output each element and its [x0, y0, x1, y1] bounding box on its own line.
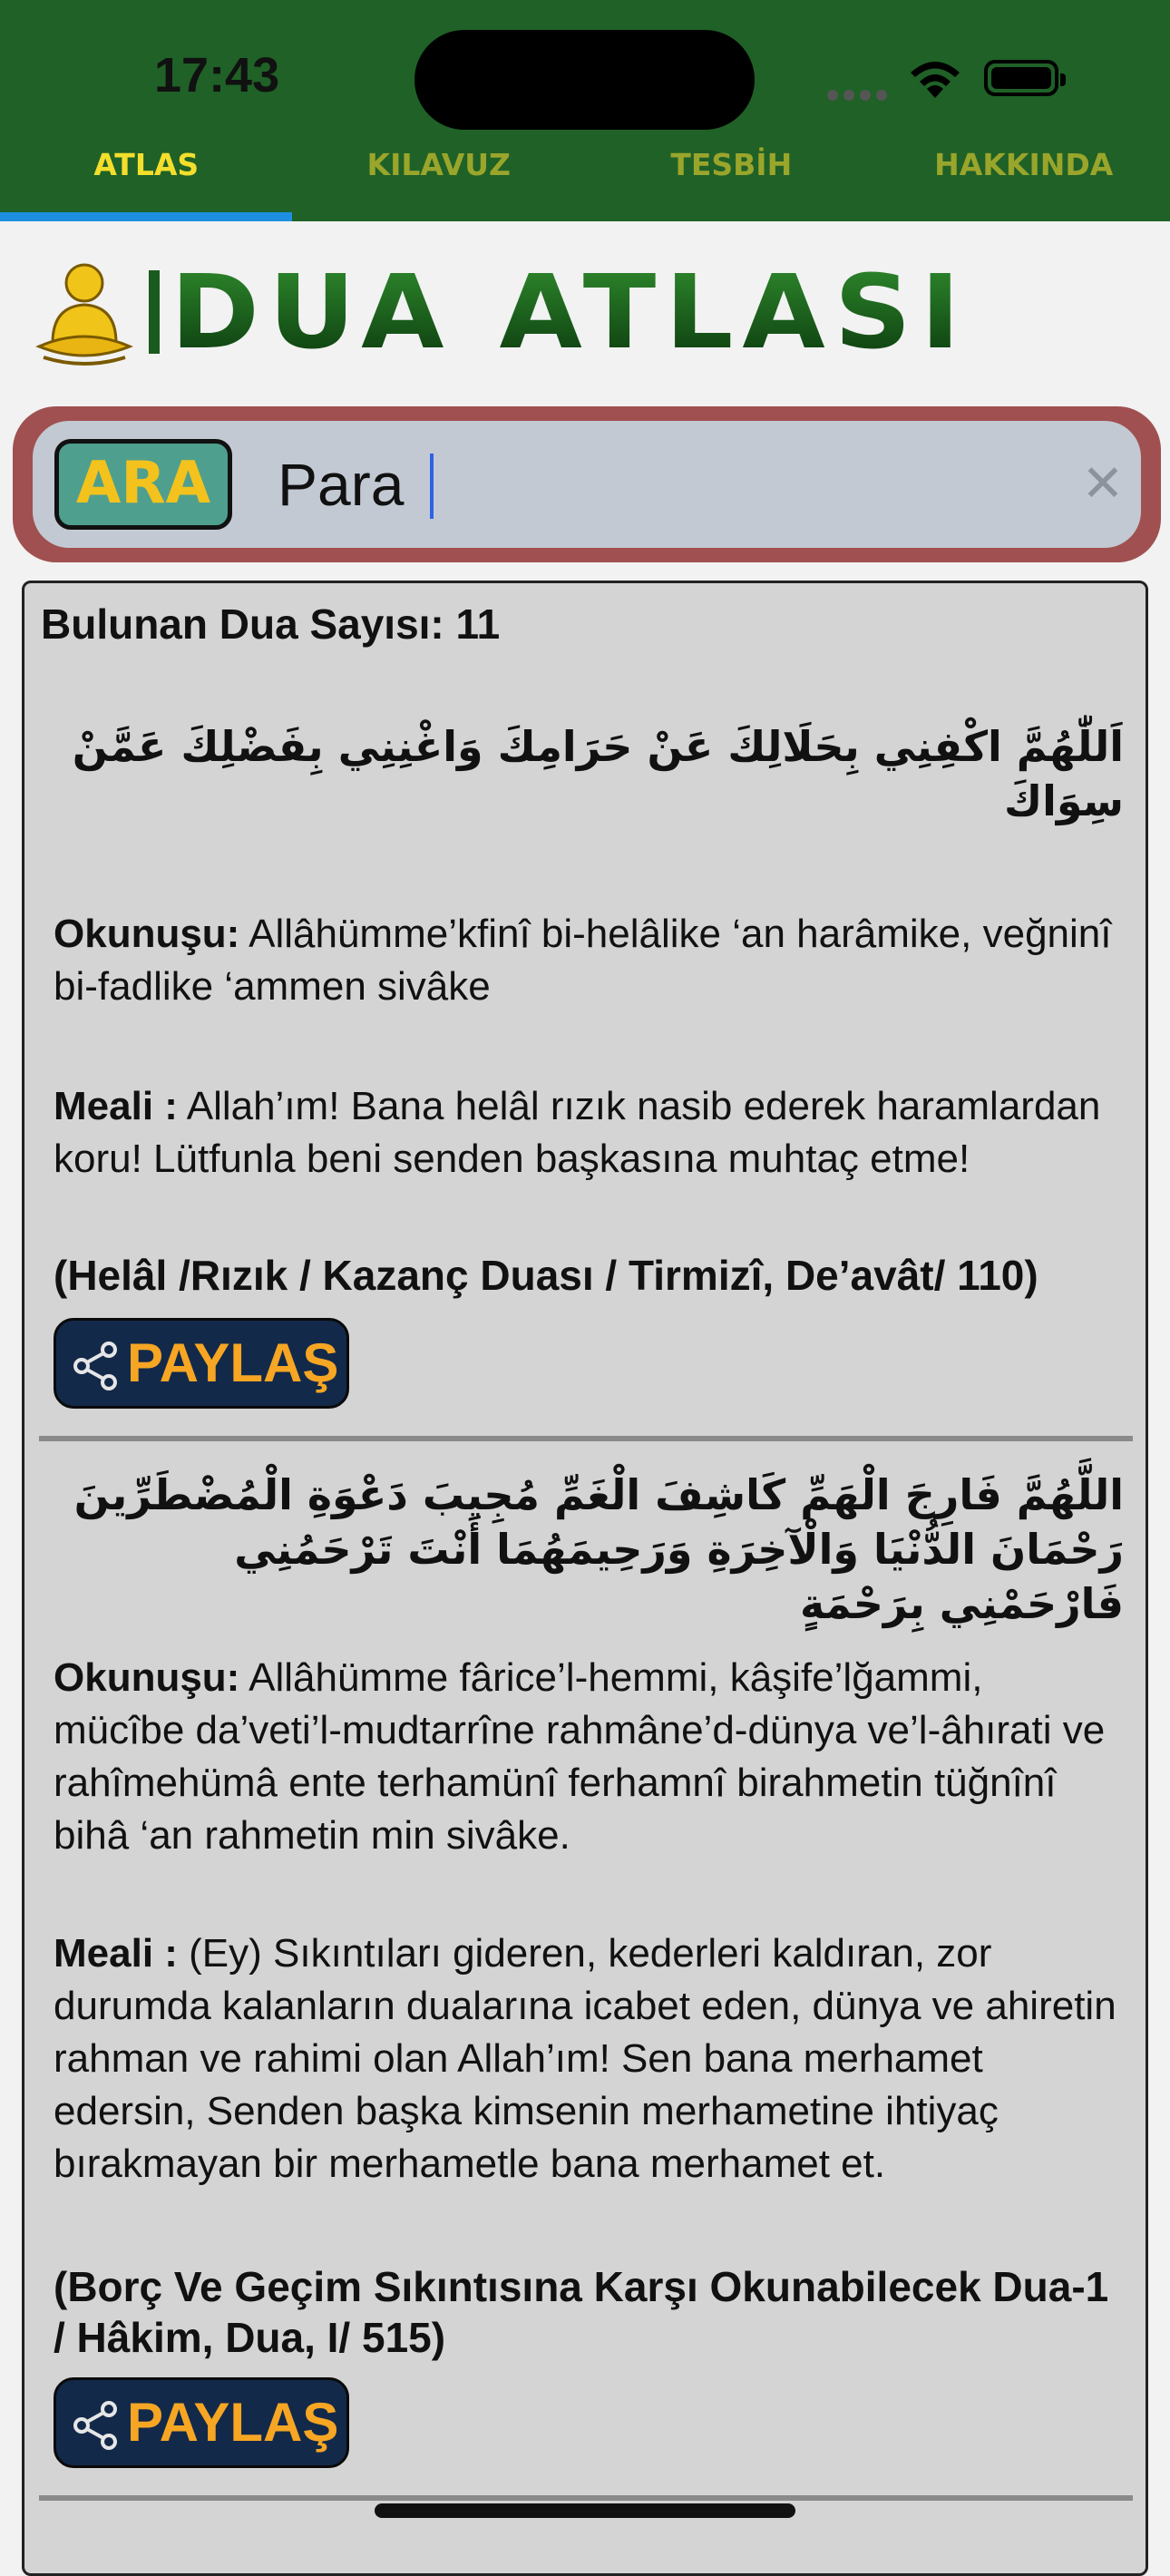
tab-tesbih[interactable]: TESBİH: [585, 136, 878, 221]
divider: [39, 2495, 1133, 2501]
tab-bar: [0, 136, 1170, 221]
active-tab-indicator: [0, 212, 292, 221]
tab-kilavuz[interactable]: KILAVUZ: [293, 136, 586, 221]
share-label: PAYLAŞ: [127, 2380, 338, 2465]
meditation-figure-icon: [34, 263, 134, 367]
home-indicator: [375, 2503, 795, 2518]
meali-value: Allah’ım! Bana helâl rızık nasib ederek haramlardan koru! Lütfunla beni senden başkasına muhtaç etme!: [54, 1084, 1100, 1181]
logo-text: DUA ATLASI: [171, 259, 970, 366]
wifi-icon: [907, 58, 963, 100]
status-time: 17:43: [154, 47, 279, 103]
meali-label: Meali :: [54, 1084, 178, 1128]
share-label: PAYLAŞ: [127, 1321, 338, 1406]
tab-hakkinda[interactable]: HAKKINDA: [878, 136, 1170, 221]
search-field-container: [33, 421, 1141, 548]
result-count: Bulunan Dua Sayısı: 11: [41, 600, 500, 649]
text-caret: [430, 454, 434, 519]
tab-atlas[interactable]: ATLAS: [0, 136, 293, 221]
logo-separator: [149, 270, 160, 354]
search-input[interactable]: [278, 439, 1048, 530]
okunusu-label: Okunuşu:: [54, 1655, 239, 1700]
share-button[interactable]: [54, 2377, 349, 2468]
share-button[interactable]: [54, 1318, 349, 1409]
share-icon: [71, 2400, 122, 2451]
results-list: [22, 581, 1148, 2576]
arabic-text: اللَّهُمَّ فَارِجَ الْهَمِّ كَاشِفَ الْغَمِّ مُجِيبَ دَعْوَةِ الْمُضْطَرِّينَ رَحْمَانَ الدُّنْيَا وَالْآخِرَةِ وَرَحِيمَهُمَا أَنْتَ تَرْحَمُنِي فَارْحَمْنِي بِرَحْمَةٍ: [54, 1468, 1124, 1631]
arabic-text: اَللّٰهُمَّ اكْفِنِي بِحَلَالِكَ عَنْ حَرَامِكَ وَاغْنِنِي بِفَضْلِكَ عَمَّنْ سِوَاكَ: [54, 719, 1124, 828]
okunusu-value: Allâhümme’kfinî bi-helâlike ‘an harâmike, veğninî bi-fadlike ‘ammen sivâke: [54, 912, 1111, 1009]
cellular-signal-icon: [827, 87, 892, 104]
okunusu-text: [54, 908, 1124, 1013]
okunusu-value: Allâhümme fârice’l-hemmi, kâşife’lğammi, mücîbe da’veti’l-mudtarrîne rahmâne’d-dünya ve’l-âhırati ve rahîmehümâ ente terhamünî ferhamnî birahmetin tüğnînî bihâ ‘an rahmetin min sivâke.: [54, 1655, 1105, 1858]
app-header: [0, 0, 1170, 221]
app-logo: [34, 256, 1141, 374]
meali-text: [54, 1927, 1124, 2191]
list-item: [54, 1468, 1124, 1631]
search-bar: [13, 406, 1161, 562]
okunusu-label: Okunuşu:: [54, 912, 239, 956]
source-text: (Borç Ve Geçim Sıkıntısına Karşı Okunabilecek Dua-1 / Hâkim, Dua, I/ 515): [54, 2261, 1124, 2363]
dynamic-island: [414, 30, 755, 130]
list-item: [54, 719, 1124, 828]
source-text: (Helâl /Rızık / Kazanç Duası / Tirmizî, De’avât/ 110): [54, 1250, 1124, 1301]
battery-icon: [984, 60, 1058, 96]
close-icon[interactable]: ✕: [1076, 457, 1130, 512]
share-icon: [71, 1341, 122, 1391]
search-button[interactable]: ARA: [54, 439, 232, 530]
meali-text: [54, 1080, 1124, 1186]
divider: [39, 1436, 1133, 1441]
meali-value: (Ey) Sıkıntıları gideren, kederleri kaldıran, zor durumda kalanların dualarına icabet eden, dünya ve ahiretin rahman ve rahimi olan Allah’ım! Sen bana merhamet edersin, Senden başka kimsenin merhametine ihtiyaç bırakmayan bir merhametle bana merhamet et.: [54, 1931, 1116, 2186]
okunusu-text: [54, 1652, 1124, 1862]
meali-label: Meali :: [54, 1931, 178, 1976]
